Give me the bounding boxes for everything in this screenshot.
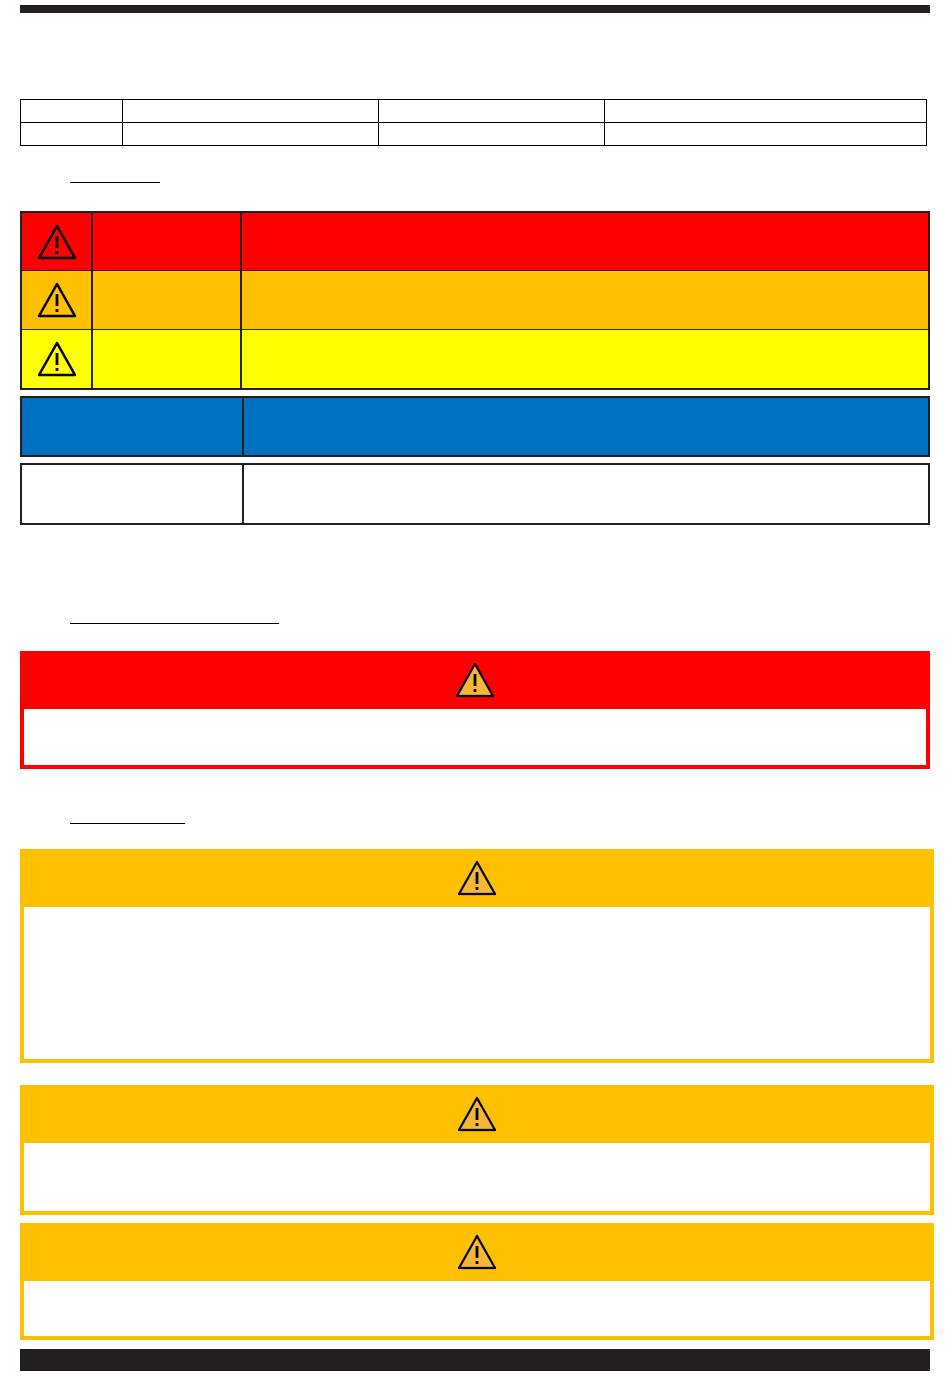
legend-notice-text [244, 398, 928, 455]
top-rule [20, 5, 930, 13]
table-cell [378, 100, 605, 123]
legend-warning-text [242, 271, 928, 329]
table-cell [605, 123, 927, 146]
legend-caution-text [242, 330, 928, 388]
warning-callout [20, 849, 934, 1063]
warning-triangle-icon [455, 662, 495, 703]
warning-triangle-icon [457, 860, 497, 901]
warning-callout-header [24, 1227, 930, 1281]
legend-danger-row [20, 211, 930, 271]
legend-notice-row [20, 396, 930, 457]
legend-caution-row [20, 329, 930, 390]
warning-triangle-icon [22, 213, 93, 270]
legend-note-text [244, 465, 928, 523]
table-row [21, 123, 927, 146]
table-cell [21, 123, 123, 146]
table-row [21, 100, 927, 123]
legend-danger-label [93, 213, 242, 270]
warning-callout [20, 1085, 934, 1215]
legend-note-row [20, 463, 930, 525]
warning-callout-header [24, 1089, 930, 1143]
legend-notice-label [22, 398, 244, 455]
heading-underline [70, 623, 279, 624]
legend-danger-text [242, 213, 928, 270]
legend-note-label [22, 465, 244, 523]
document-info-table [20, 99, 927, 146]
table-cell [21, 100, 123, 123]
warning-callout [20, 1223, 934, 1340]
table-cell [122, 100, 378, 123]
legend-warning-label [93, 271, 242, 329]
heading-underline [70, 182, 160, 183]
legend-caution-label [93, 330, 242, 388]
warning-triangle-icon [22, 271, 93, 329]
warning-triangle-icon [457, 1096, 497, 1137]
bottom-rule [20, 1349, 930, 1371]
heading-underline [70, 823, 185, 824]
table-cell [122, 123, 378, 146]
danger-callout-header [24, 655, 926, 709]
warning-triangle-icon [457, 1234, 497, 1275]
legend-warning-row [20, 270, 930, 330]
warning-triangle-icon [22, 330, 93, 388]
danger-callout [20, 651, 930, 769]
table-cell [378, 123, 605, 146]
table-cell [605, 100, 927, 123]
warning-callout-header [24, 853, 930, 907]
